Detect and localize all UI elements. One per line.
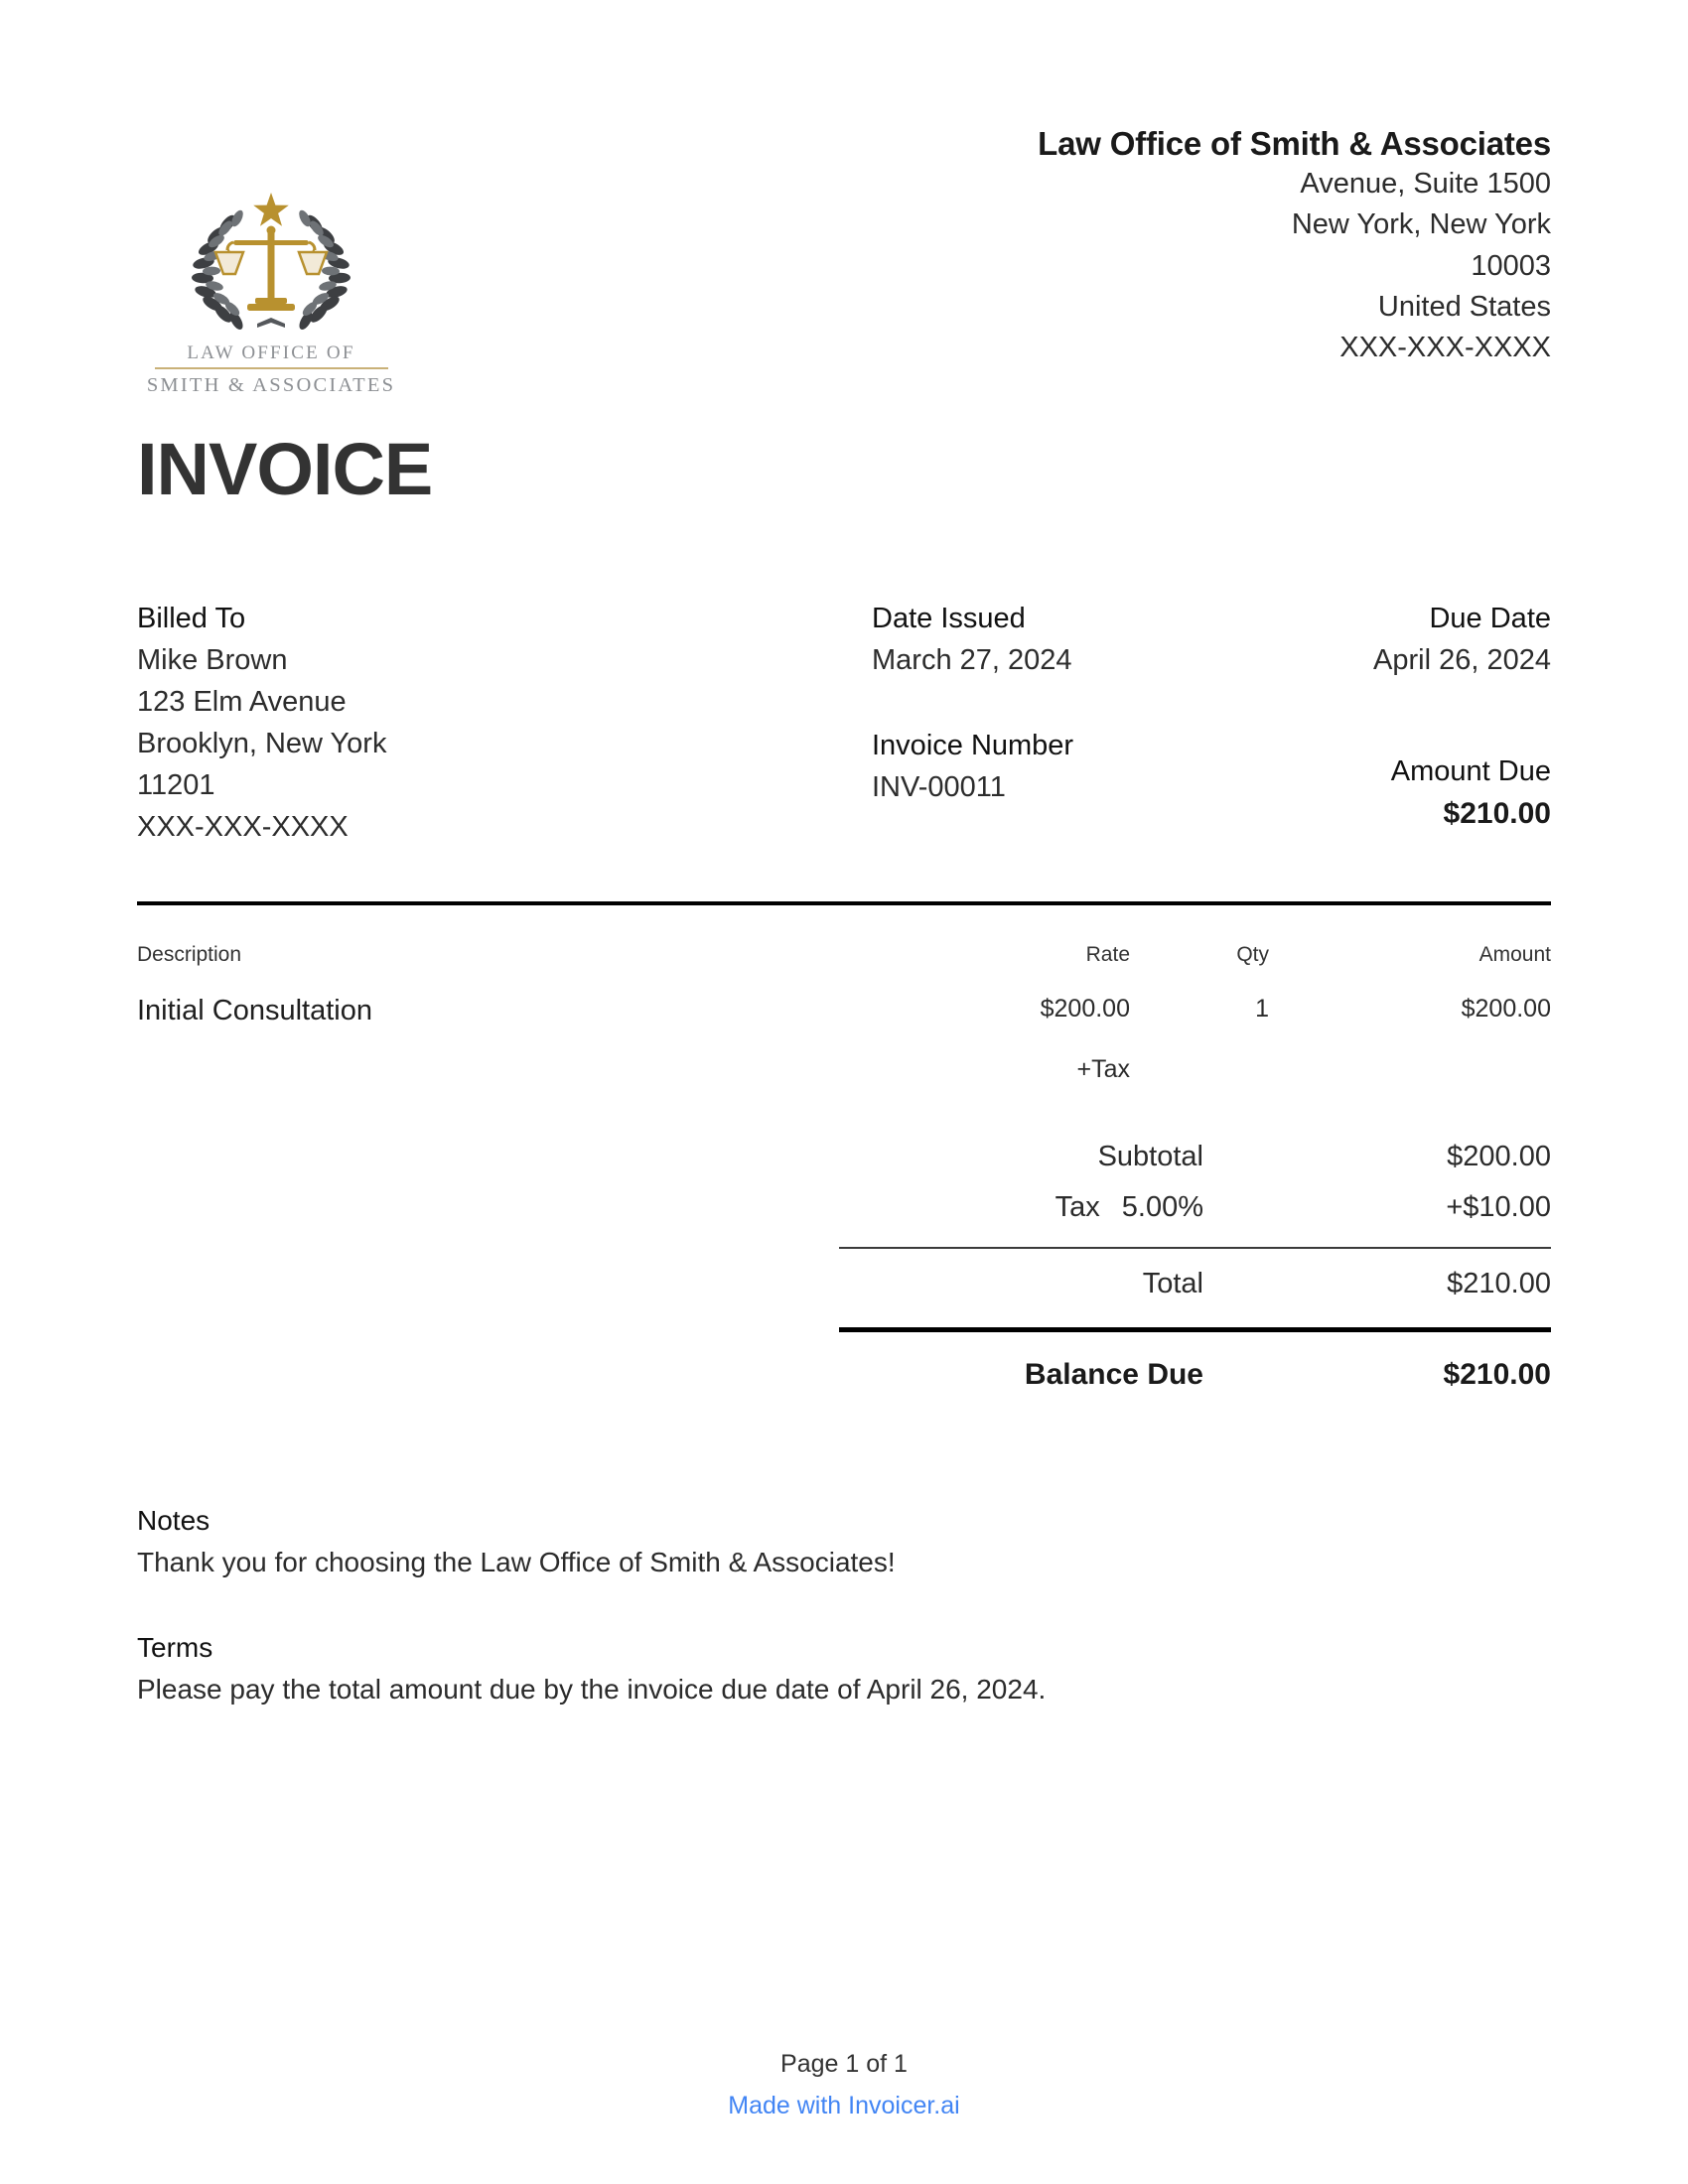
client-address-line: Brooklyn, New York: [137, 727, 387, 759]
made-with-invoicer-link[interactable]: Made with Invoicer.ai: [728, 2091, 960, 2119]
company-address-line: United States: [1377, 290, 1551, 323]
notes-body: Thank you for choosing the Law Office of Smith & Associates!: [137, 1546, 896, 1577]
date-issued-label: Date Issued: [872, 602, 1026, 634]
tax-flag-spacer: [137, 1027, 832, 1084]
logo-text-line-2: SMITH & ASSOCIATES: [146, 374, 396, 397]
due-date-block: [1269, 598, 1551, 848]
company-logo: [137, 117, 405, 399]
client-address-line: 11201: [137, 768, 215, 801]
notes-heading: Notes: [137, 1504, 211, 1536]
client-name: Mike Brown: [137, 643, 288, 676]
terms-block: [137, 1627, 1551, 1710]
page-title: INVOICE: [137, 427, 433, 510]
total-value: $210.00: [1447, 1267, 1551, 1299]
table-row-tax-flag: [137, 1027, 1551, 1084]
logo-text-line-1: LAW OFFICE OF: [187, 342, 355, 363]
column-header-qty: Qty: [1236, 942, 1269, 966]
invoice-number-value: INV-00011: [872, 770, 1006, 803]
subtotal-row: [839, 1132, 1551, 1182]
item-qty: 1: [1255, 994, 1269, 1023]
billed-to-block: [137, 598, 872, 848]
tax-label: [846, 1191, 1203, 1224]
client-phone: XXX-XXX-XXXX: [137, 810, 349, 843]
client-address-line: 123 Elm Avenue: [137, 685, 347, 718]
subtotal-value: $200.00: [1447, 1140, 1551, 1172]
invoice-number-label: Invoice Number: [872, 729, 1074, 761]
spacer: [872, 681, 1269, 725]
company-address-line: 10003: [1471, 249, 1551, 282]
balance-due-row: [839, 1332, 1551, 1401]
due-date-value: April 26, 2024: [1373, 643, 1551, 676]
page-number: Page 1 of 1: [780, 2050, 908, 2078]
totals-divider-thin: [839, 1247, 1551, 1249]
tax-value: +$10.00: [1446, 1190, 1551, 1223]
tax-rate: 5.00%: [1121, 1190, 1203, 1223]
column-header-rate: Rate: [1085, 942, 1130, 966]
company-address-line: New York, New York: [1291, 208, 1551, 241]
column-header-amount: Amount: [1478, 942, 1551, 966]
company-phone: XXX-XXX-XXXX: [1339, 331, 1551, 363]
notes-block: [137, 1500, 1551, 1583]
terms-body: Please pay the total amount due by the invoice due date of April 26, 2024.: [137, 1673, 1047, 1705]
balance-due-label: Balance Due: [1024, 1357, 1203, 1391]
item-amount: $200.00: [1461, 994, 1551, 1023]
table-header-row: [137, 905, 1551, 967]
tax-flag-spacer: [1269, 1027, 1551, 1084]
date-issued-value: March 27, 2024: [872, 643, 1072, 676]
billed-to-label: Billed To: [137, 602, 246, 634]
company-name: Law Office of Smith & Associates: [1038, 125, 1551, 162]
balance-due-value: $210.00: [1443, 1357, 1551, 1391]
terms-heading: Terms: [137, 1631, 213, 1663]
tax-word: Tax: [1055, 1190, 1100, 1223]
invoice-meta: [137, 598, 1551, 848]
logo-divider: [155, 367, 388, 369]
amount-due-label: Amount Due: [1390, 754, 1551, 787]
invoice-header: [137, 0, 1551, 399]
dates-block: [872, 598, 1269, 848]
subtotal-label: Subtotal: [1097, 1140, 1203, 1172]
scales-of-justice-laurel-wreath-icon: [172, 179, 370, 338]
tax-flag-spacer: [1130, 1027, 1269, 1084]
amount-due-block: [1269, 751, 1551, 836]
company-details: [1038, 117, 1551, 368]
item-rate: $200.00: [1040, 994, 1130, 1023]
column-header-description: Description: [137, 942, 242, 966]
item-tax-flag: +Tax: [1076, 1054, 1130, 1083]
total-label: Total: [1142, 1267, 1203, 1299]
amount-due-value: $210.00: [1443, 796, 1551, 830]
company-address-line: Avenue, Suite 1500: [1300, 168, 1551, 201]
due-date-label: Due Date: [1429, 602, 1551, 634]
page-footer: [0, 2046, 1688, 2124]
tax-row: [839, 1182, 1551, 1233]
item-description: Initial Consultation: [137, 994, 372, 1026]
line-items-table: [137, 905, 1551, 1084]
table-row: [137, 967, 1551, 1027]
totals-block: [839, 1132, 1551, 1401]
total-row: [839, 1259, 1551, 1309]
